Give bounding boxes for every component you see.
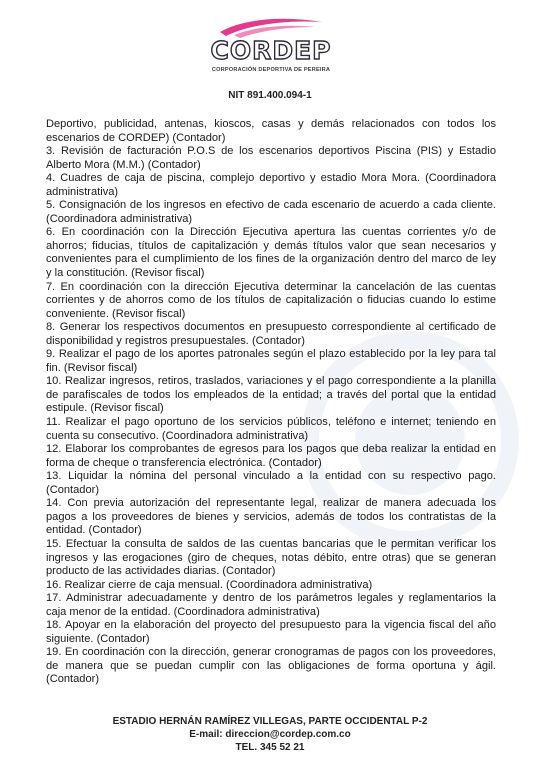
paragraph: 15. Efectuar la consulta de saldos de las cuentas bancarias que le permitan verificar los ingresos y las erogaciones (giro de cheques, notas débito, entre otras) que se generan producto de las actividades diarias. (Contador) [46,537,496,578]
paragraph: Deportivo, publicidad, antenas, kioscos, casas y demás relacionados con todos los escenarios de CORDEP) (Contador) [46,118,496,144]
paragraph: 5. Consignación de los ingresos en efectivo de cada escenario de acuerdo a cada cliente. (Coordinadora administrativa) [46,199,496,225]
logo-subtitle: CORPORACIÓN DEPORTIVA DE PEREIRA [211,67,331,73]
paragraph: 16. Realizar cierre de caja mensual. (Coordinadora administrativa) [46,578,373,591]
paragraph: 19. En coordinación con la dirección, generar cronogramas de pagos con los proveedores, de manera que se puedan cumplir con las obligaciones de forma oportuna y ágil. (Contador) [46,646,496,686]
paragraph: 4. Cuadres de caja de piscina, complejo deportivo y estadio Mora Mora. (Coordinadora administrativa) [46,172,496,198]
paragraph: 8. Generar los respectivos documentos en presupuesto correspondiente al certificado de disponibilidad y registros presupuestales. (Contador) [46,321,496,347]
address-line: ESTADIO HERNÁN RAMÍREZ VILLEGAS, PARTE OCCIDENTAL P-2 [112,716,428,727]
paragraph: 6. En coordinación con la Dirección Ejecutiva apertura las cuentas corrientes y/o de ahorros; fiducias, títulos de capitalización y demás títulos valor que sean necesarios y convenientes para el cumplimiento de los fines de la organización dentro del marco de ley y la constitución. (Revisor fiscal) [46,226,496,280]
document-body [46,118,496,687]
letterhead-footer [0,715,540,754]
letterhead [0,0,540,110]
nit-number: NIT 891.400.094-1 [228,90,312,101]
paragraph: 9. Realizar el pago de los aportes patronales según el plazo establecido por la ley para tal fin. (Revisor fiscal) [46,348,496,374]
paragraph: 3. Revisión de facturación P.O.S de los escenarios deportivos Piscina (PIS) y Estadio Alberto Mora (M.M.) (Contador) [46,145,496,171]
phone-line: TEL. 345 52 21 [235,742,305,753]
paragraph: 10. Realizar ingresos, retiros, traslados, variaciones y el pago correspondiente a la planilla de parafiscales de todos los empleados de la entidad; a través del portal que la entidad estipule. (Revisor fiscal) [46,375,496,415]
paragraph: 11. Realizar el pago oportuno de los servicios públicos, teléfono e internet; teniendo en cuenta su consecutivo. (Coordinadora administrativa) [46,416,496,442]
paragraph: 12. Elaborar los comprobantes de egresos para los pagos que deba realizar la entidad en forma de cheque o transferencia electrónica. (Contador) [46,443,496,469]
paragraph: 7. En coordinación con la dirección Ejecutiva determinar la cancelación de las cuentas corrientes y de ahorros como de los títulos de capitalización o fiducias cuando lo estime conveniente. (Revisor fiscal) [46,280,496,320]
cordep-logo [196,14,346,80]
email-line: E-mail: direccion@cordep.com.co [189,729,351,740]
paragraph: 14. Con previa autorización del representante legal, realizar de manera adecuada los pagos a los proveedores de bienes y servicios, además de todos los contratistas de la entidad. (Contador) [46,497,496,537]
paragraph: 13. Liquidar la nómina del personal vinculado a la entidad con su respectivo pago. (Contador) [46,470,496,496]
paragraph: 18. Apoyar en la elaboración del proyecto del presupuesto para la vigencia fiscal del año siguiente. (Contador) [46,619,496,645]
logo-wordmark: CORDEP [210,36,332,65]
paragraph: 17. Administrar adecuadamente y dentro de los parámetros legales y reglamentarios la caja menor de la entidad. (Coordinadora administrativa) [46,592,496,618]
